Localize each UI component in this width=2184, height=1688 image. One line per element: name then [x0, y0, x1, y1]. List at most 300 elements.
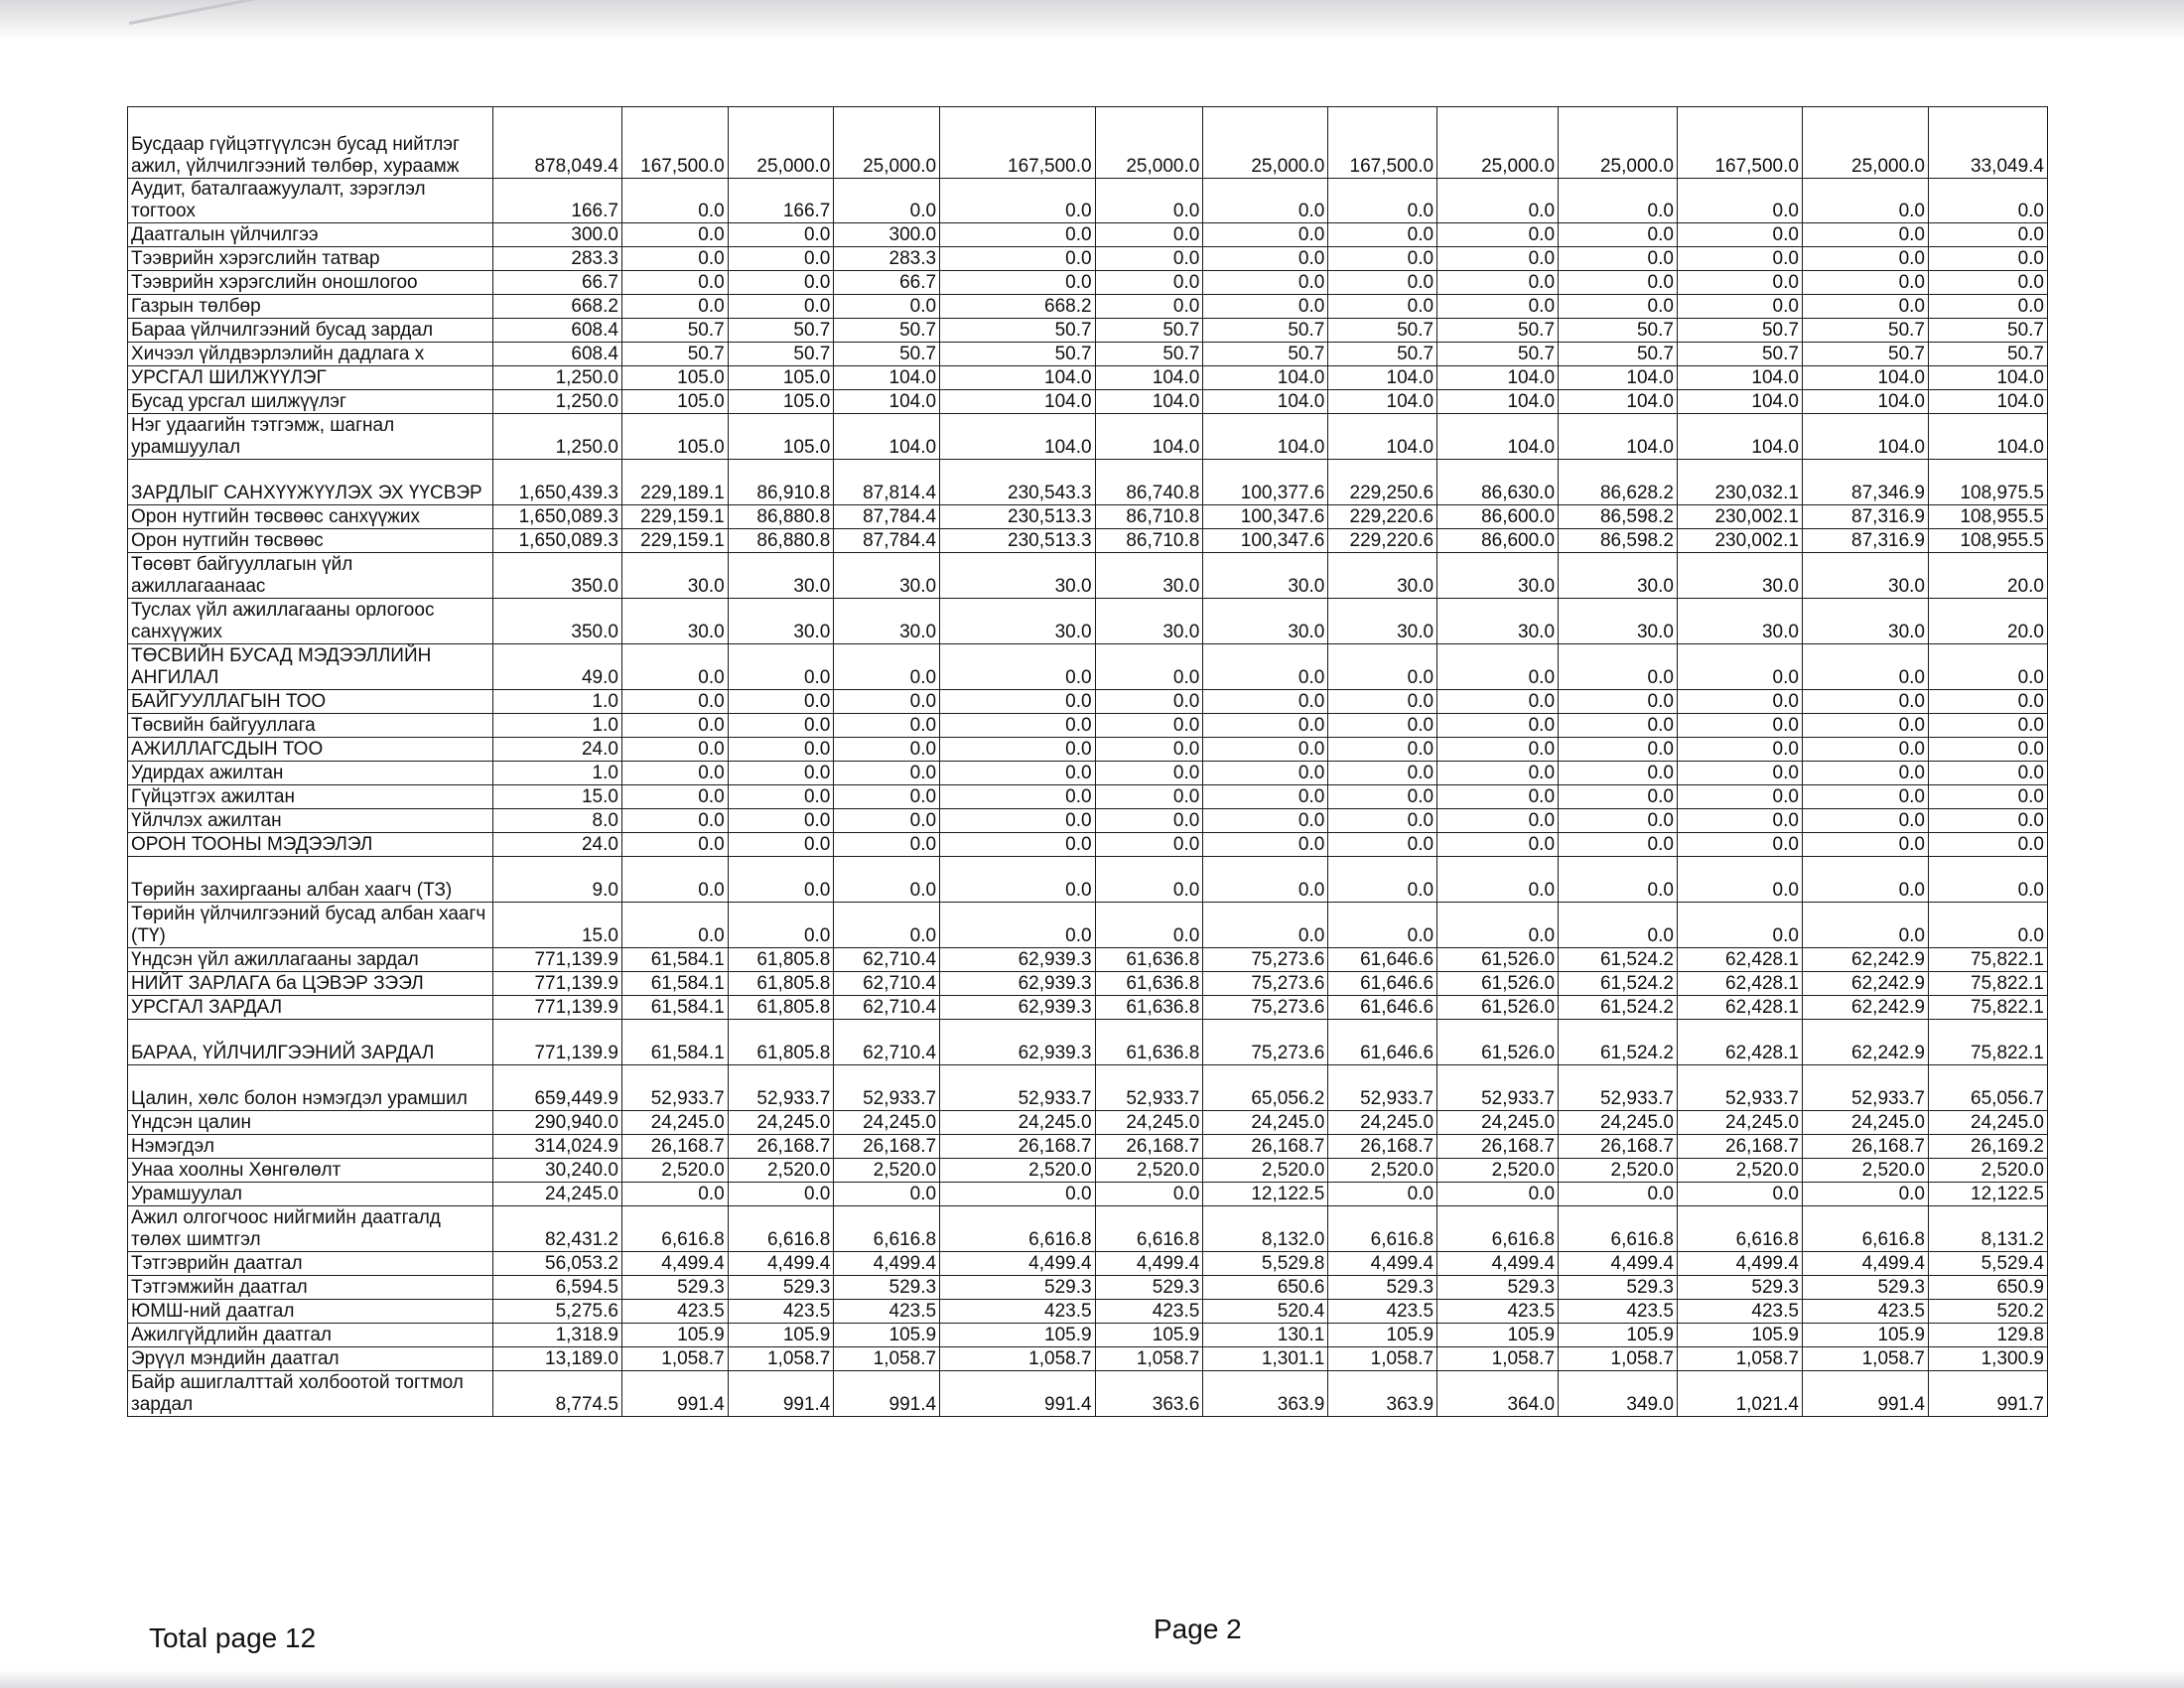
- value-cell: 0.0: [1677, 271, 1802, 295]
- value-cell: 300.0: [492, 223, 621, 247]
- value-cell: 0.0: [940, 857, 1096, 903]
- table-row: [128, 762, 2048, 785]
- value-cell: 104.0: [1802, 390, 1928, 414]
- value-cell: 24,245.0: [492, 1183, 621, 1206]
- value-cell: 0.0: [1559, 762, 1678, 785]
- value-cell: 50.7: [1328, 319, 1437, 343]
- value-cell: 25,000.0: [1203, 107, 1328, 179]
- value-cell: 529.3: [1802, 1276, 1928, 1300]
- value-cell: 0.0: [1802, 295, 1928, 319]
- value-cell: 104.0: [1559, 390, 1678, 414]
- value-cell: 0.0: [1677, 295, 1802, 319]
- value-cell: 100,377.6: [1203, 460, 1328, 505]
- value-cell: 30.0: [1203, 553, 1328, 599]
- value-cell: 0.0: [1437, 809, 1559, 833]
- value-cell: 230,032.1: [1677, 460, 1802, 505]
- value-cell: 0.0: [1802, 809, 1928, 833]
- value-cell: 0.0: [1677, 857, 1802, 903]
- value-cell: 86,740.8: [1095, 460, 1203, 505]
- value-cell: 86,600.0: [1437, 505, 1559, 529]
- value-cell: 30.0: [1437, 553, 1559, 599]
- table-row: [128, 833, 2048, 857]
- value-cell: 61,584.1: [621, 996, 728, 1020]
- value-cell: 0.0: [1802, 644, 1928, 690]
- value-cell: 0.0: [1437, 857, 1559, 903]
- value-cell: 24.0: [492, 833, 621, 857]
- value-cell: 30.0: [1559, 553, 1678, 599]
- value-cell: 0.0: [1802, 833, 1928, 857]
- value-cell: 0.0: [1328, 738, 1437, 762]
- value-cell: 363.9: [1328, 1371, 1437, 1417]
- value-cell: 0.0: [728, 644, 834, 690]
- row-label: Ажилгүйдлийн даатгал: [128, 1324, 493, 1347]
- value-cell: 0.0: [1802, 714, 1928, 738]
- value-cell: 49.0: [492, 644, 621, 690]
- table-row: [128, 366, 2048, 390]
- value-cell: 529.3: [1559, 1276, 1678, 1300]
- value-cell: 50.7: [621, 343, 728, 366]
- value-cell: 0.0: [1437, 690, 1559, 714]
- value-cell: 0.0: [834, 644, 940, 690]
- value-cell: 100,347.6: [1203, 505, 1328, 529]
- page-number-label: Page 2: [1154, 1614, 1242, 1644]
- value-cell: 61,584.1: [621, 1020, 728, 1065]
- value-cell: 1,250.0: [492, 390, 621, 414]
- value-cell: 0.0: [834, 690, 940, 714]
- value-cell: 30.0: [1328, 599, 1437, 644]
- table-row: [128, 223, 2048, 247]
- value-cell: 230,543.3: [940, 460, 1096, 505]
- row-label: ТӨСВИЙН БУСАД МЭДЭЭЛЛИЙН АНГИЛАЛ: [128, 644, 493, 690]
- value-cell: 0.0: [1802, 738, 1928, 762]
- value-cell: 0.0: [1437, 762, 1559, 785]
- value-cell: 0.0: [1559, 857, 1678, 903]
- value-cell: 24,245.0: [1677, 1111, 1802, 1135]
- value-cell: 25,000.0: [1802, 107, 1928, 179]
- value-cell: 50.7: [1203, 319, 1328, 343]
- value-cell: 104.0: [1802, 366, 1928, 390]
- row-label: Газрын төлбөр: [128, 295, 493, 319]
- value-cell: 0.0: [621, 295, 728, 319]
- value-cell: 166.7: [728, 179, 834, 223]
- value-cell: 0.0: [1203, 857, 1328, 903]
- row-label: Тээврийн хэрэгслийн татвар: [128, 247, 493, 271]
- value-cell: 0.0: [728, 690, 834, 714]
- value-cell: 0.0: [1095, 644, 1203, 690]
- value-cell: 24,245.0: [1929, 1111, 2048, 1135]
- value-cell: 363.9: [1203, 1371, 1328, 1417]
- value-cell: 423.5: [1677, 1300, 1802, 1324]
- value-cell: 105.9: [728, 1324, 834, 1347]
- value-cell: 104.0: [1203, 366, 1328, 390]
- value-cell: 75,822.1: [1929, 1020, 2048, 1065]
- value-cell: 52,933.7: [1559, 1065, 1678, 1111]
- value-cell: 25,000.0: [1559, 107, 1678, 179]
- table-row: [128, 738, 2048, 762]
- value-cell: 52,933.7: [1328, 1065, 1437, 1111]
- value-cell: 105.0: [728, 366, 834, 390]
- value-cell: 0.0: [1328, 690, 1437, 714]
- value-cell: 0.0: [834, 903, 940, 948]
- value-cell: 26,169.2: [1929, 1135, 2048, 1159]
- table-row: [128, 1159, 2048, 1183]
- value-cell: 50.7: [1677, 319, 1802, 343]
- row-label: Орон нутгийн төсвөөс санхүүжих: [128, 505, 493, 529]
- value-cell: 0.0: [1559, 714, 1678, 738]
- value-cell: 104.0: [1095, 414, 1203, 460]
- value-cell: 283.3: [834, 247, 940, 271]
- value-cell: 0.0: [1328, 295, 1437, 319]
- budget-table-body: [128, 107, 2048, 1417]
- value-cell: 520.2: [1929, 1300, 2048, 1324]
- table-row: [128, 553, 2048, 599]
- value-cell: 0.0: [1328, 714, 1437, 738]
- value-cell: 86,630.0: [1437, 460, 1559, 505]
- value-cell: 0.0: [728, 903, 834, 948]
- value-cell: 529.3: [621, 1276, 728, 1300]
- value-cell: 62,242.9: [1802, 948, 1928, 972]
- row-label: Байр ашиглалттай холбоотой тогтмол зардал: [128, 1371, 493, 1417]
- value-cell: 26,168.7: [621, 1135, 728, 1159]
- value-cell: 26,168.7: [728, 1135, 834, 1159]
- value-cell: 1,058.7: [728, 1347, 834, 1371]
- value-cell: 0.0: [1095, 762, 1203, 785]
- value-cell: 108,955.5: [1929, 529, 2048, 553]
- value-cell: 0.0: [1437, 644, 1559, 690]
- value-cell: 423.5: [621, 1300, 728, 1324]
- row-label: Даатгалын үйлчилгээ: [128, 223, 493, 247]
- value-cell: 0.0: [1095, 295, 1203, 319]
- value-cell: 24,245.0: [1802, 1111, 1928, 1135]
- value-cell: 104.0: [1929, 366, 2048, 390]
- row-label: Урамшуулал: [128, 1183, 493, 1206]
- value-cell: 86,710.8: [1095, 529, 1203, 553]
- value-cell: 0.0: [940, 785, 1096, 809]
- row-label: БАРАА, ҮЙЛЧИЛГЭЭНИЙ ЗАРДАЛ: [128, 1020, 493, 1065]
- value-cell: 5,529.8: [1203, 1252, 1328, 1276]
- value-cell: 6,616.8: [1095, 1206, 1203, 1252]
- value-cell: 33,049.4: [1929, 107, 2048, 179]
- value-cell: 878,049.4: [492, 107, 621, 179]
- value-cell: 0.0: [1328, 247, 1437, 271]
- value-cell: 61,526.0: [1437, 948, 1559, 972]
- value-cell: 363.6: [1095, 1371, 1203, 1417]
- value-cell: 87,316.9: [1802, 529, 1928, 553]
- value-cell: 50.7: [1095, 343, 1203, 366]
- value-cell: 30.0: [1802, 599, 1928, 644]
- value-cell: 105.9: [1437, 1324, 1559, 1347]
- row-label: Нэмэгдэл: [128, 1135, 493, 1159]
- table-row: [128, 247, 2048, 271]
- value-cell: 0.0: [1802, 1183, 1928, 1206]
- value-cell: 50.7: [1929, 343, 2048, 366]
- value-cell: 167,500.0: [1677, 107, 1802, 179]
- value-cell: 0.0: [621, 785, 728, 809]
- value-cell: 82,431.2: [492, 1206, 621, 1252]
- value-cell: 0.0: [1095, 223, 1203, 247]
- value-cell: 0.0: [728, 1183, 834, 1206]
- table-row: [128, 529, 2048, 553]
- value-cell: 100,347.6: [1203, 529, 1328, 553]
- row-label: Бараа үйлчилгээний бусад зардал: [128, 319, 493, 343]
- value-cell: 0.0: [1929, 690, 2048, 714]
- value-cell: 61,526.0: [1437, 1020, 1559, 1065]
- value-cell: 62,428.1: [1677, 972, 1802, 996]
- row-label: ЮМШ-ний даатгал: [128, 1300, 493, 1324]
- value-cell: 314,024.9: [492, 1135, 621, 1159]
- value-cell: 62,428.1: [1677, 948, 1802, 972]
- value-cell: 105.9: [1677, 1324, 1802, 1347]
- value-cell: 608.4: [492, 343, 621, 366]
- value-cell: 0.0: [1095, 738, 1203, 762]
- value-cell: 104.0: [1677, 390, 1802, 414]
- value-cell: 50.7: [1802, 343, 1928, 366]
- value-cell: 62,710.4: [834, 948, 940, 972]
- value-cell: 0.0: [1095, 903, 1203, 948]
- value-cell: 1.0: [492, 714, 621, 738]
- value-cell: 104.0: [940, 366, 1096, 390]
- value-cell: 30.0: [1328, 553, 1437, 599]
- row-label: Үндсэн үйл ажиллагааны зардал: [128, 948, 493, 972]
- value-cell: 520.4: [1203, 1300, 1328, 1324]
- value-cell: 56,053.2: [492, 1252, 621, 1276]
- value-cell: 104.0: [940, 390, 1096, 414]
- value-cell: 0.0: [1677, 903, 1802, 948]
- value-cell: 0.0: [1203, 738, 1328, 762]
- value-cell: 0.0: [728, 738, 834, 762]
- value-cell: 0.0: [1929, 857, 2048, 903]
- value-cell: 87,814.4: [834, 460, 940, 505]
- value-cell: 0.0: [621, 247, 728, 271]
- table-row: [128, 644, 2048, 690]
- value-cell: 15.0: [492, 903, 621, 948]
- value-cell: 50.7: [834, 343, 940, 366]
- value-cell: 30.0: [1203, 599, 1328, 644]
- value-cell: 13,189.0: [492, 1347, 621, 1371]
- value-cell: 0.0: [940, 179, 1096, 223]
- table-row: [128, 460, 2048, 505]
- table-row: [128, 1111, 2048, 1135]
- value-cell: 1,650,089.3: [492, 529, 621, 553]
- row-label: Тэтгэврийн даатгал: [128, 1252, 493, 1276]
- value-cell: 0.0: [1328, 762, 1437, 785]
- value-cell: 86,600.0: [1437, 529, 1559, 553]
- value-cell: 0.0: [1559, 833, 1678, 857]
- value-cell: 0.0: [621, 223, 728, 247]
- row-label: Төрийн үйлчилгээний бусад албан хаагч (ТҮ): [128, 903, 493, 948]
- value-cell: 26,168.7: [1677, 1135, 1802, 1159]
- value-cell: 0.0: [621, 1183, 728, 1206]
- value-cell: 423.5: [834, 1300, 940, 1324]
- table-row: [128, 390, 2048, 414]
- value-cell: 0.0: [1677, 762, 1802, 785]
- value-cell: 61,636.8: [1095, 948, 1203, 972]
- value-cell: 1,250.0: [492, 414, 621, 460]
- row-label: ЗАРДЛЫГ САНХҮҮЖҮҮЛЭХ ЭХ ҮҮСВЭР: [128, 460, 493, 505]
- value-cell: 0.0: [1929, 295, 2048, 319]
- value-cell: 4,499.4: [1677, 1252, 1802, 1276]
- value-cell: 9.0: [492, 857, 621, 903]
- table-row: [128, 319, 2048, 343]
- value-cell: 364.0: [1437, 1371, 1559, 1417]
- value-cell: 771,139.9: [492, 948, 621, 972]
- value-cell: 2,520.0: [834, 1159, 940, 1183]
- value-cell: 75,273.6: [1203, 972, 1328, 996]
- value-cell: 87,346.9: [1802, 460, 1928, 505]
- value-cell: 0.0: [1929, 738, 2048, 762]
- value-cell: 61,805.8: [728, 948, 834, 972]
- value-cell: 86,598.2: [1559, 529, 1678, 553]
- value-cell: 2,520.0: [621, 1159, 728, 1183]
- value-cell: 0.0: [1677, 690, 1802, 714]
- value-cell: 0.0: [728, 271, 834, 295]
- value-cell: 529.3: [834, 1276, 940, 1300]
- value-cell: 0.0: [1095, 271, 1203, 295]
- row-label: Удирдах ажилтан: [128, 762, 493, 785]
- value-cell: 0.0: [1437, 295, 1559, 319]
- value-cell: 0.0: [621, 903, 728, 948]
- row-label: УРСГАЛ ЗАРДАЛ: [128, 996, 493, 1020]
- value-cell: 61,646.6: [1328, 1020, 1437, 1065]
- value-cell: 62,242.9: [1802, 1020, 1928, 1065]
- value-cell: 991.4: [940, 1371, 1096, 1417]
- value-cell: 4,499.4: [1328, 1252, 1437, 1276]
- table-row: [128, 505, 2048, 529]
- value-cell: 104.0: [1677, 366, 1802, 390]
- value-cell: 0.0: [1677, 785, 1802, 809]
- value-cell: 0.0: [728, 223, 834, 247]
- value-cell: 62,710.4: [834, 972, 940, 996]
- value-cell: 0.0: [1677, 247, 1802, 271]
- value-cell: 1,058.7: [1677, 1347, 1802, 1371]
- value-cell: 6,616.8: [940, 1206, 1096, 1252]
- value-cell: 1,300.9: [1929, 1347, 2048, 1371]
- value-cell: 105.9: [621, 1324, 728, 1347]
- value-cell: 650.9: [1929, 1276, 2048, 1300]
- value-cell: 6,616.8: [621, 1206, 728, 1252]
- value-cell: 0.0: [621, 762, 728, 785]
- value-cell: 62,242.9: [1802, 972, 1928, 996]
- table-row: [128, 1206, 2048, 1252]
- value-cell: 529.3: [1677, 1276, 1802, 1300]
- value-cell: 0.0: [621, 644, 728, 690]
- value-cell: 0.0: [1203, 809, 1328, 833]
- value-cell: 1,250.0: [492, 366, 621, 390]
- value-cell: 0.0: [728, 857, 834, 903]
- value-cell: 0.0: [1559, 271, 1678, 295]
- value-cell: 0.0: [1437, 1183, 1559, 1206]
- value-cell: 61,524.2: [1559, 1020, 1678, 1065]
- table-row: [128, 1135, 2048, 1159]
- value-cell: 0.0: [1328, 833, 1437, 857]
- value-cell: 529.3: [728, 1276, 834, 1300]
- value-cell: 2,520.0: [1437, 1159, 1559, 1183]
- value-cell: 104.0: [1437, 366, 1559, 390]
- table-row: [128, 343, 2048, 366]
- value-cell: 650.6: [1203, 1276, 1328, 1300]
- value-cell: 0.0: [940, 762, 1096, 785]
- value-cell: 229,250.6: [1328, 460, 1437, 505]
- value-cell: 24,245.0: [1095, 1111, 1203, 1135]
- value-cell: 25,000.0: [834, 107, 940, 179]
- value-cell: 30.0: [834, 553, 940, 599]
- value-cell: 1,650,089.3: [492, 505, 621, 529]
- value-cell: 0.0: [834, 809, 940, 833]
- value-cell: 0.0: [1437, 179, 1559, 223]
- value-cell: 50.7: [1437, 319, 1559, 343]
- value-cell: 0.0: [1328, 644, 1437, 690]
- value-cell: 4,499.4: [1559, 1252, 1678, 1276]
- value-cell: 50.7: [621, 319, 728, 343]
- value-cell: 0.0: [1802, 179, 1928, 223]
- value-cell: 6,616.8: [1328, 1206, 1437, 1252]
- value-cell: 0.0: [940, 223, 1096, 247]
- value-cell: 1,318.9: [492, 1324, 621, 1347]
- row-label: Ажил олгогчоос нийгмийн даатгалд төлөх шимтгэл: [128, 1206, 493, 1252]
- value-cell: 6,616.8: [1437, 1206, 1559, 1252]
- value-cell: 24,245.0: [834, 1111, 940, 1135]
- value-cell: 0.0: [1437, 738, 1559, 762]
- value-cell: 75,822.1: [1929, 948, 2048, 972]
- value-cell: 0.0: [621, 271, 728, 295]
- value-cell: 6,616.8: [1802, 1206, 1928, 1252]
- value-cell: 30.0: [940, 599, 1096, 644]
- value-cell: 86,910.8: [728, 460, 834, 505]
- value-cell: 20.0: [1929, 553, 2048, 599]
- value-cell: 0.0: [1203, 223, 1328, 247]
- value-cell: 0.0: [1559, 247, 1678, 271]
- value-cell: 0.0: [940, 714, 1096, 738]
- value-cell: 108,955.5: [1929, 505, 2048, 529]
- value-cell: 12,122.5: [1203, 1183, 1328, 1206]
- value-cell: 0.0: [1328, 809, 1437, 833]
- row-label: Үндсэн цалин: [128, 1111, 493, 1135]
- value-cell: 0.0: [1929, 644, 2048, 690]
- value-cell: 1,021.4: [1677, 1371, 1802, 1417]
- value-cell: 86,710.8: [1095, 505, 1203, 529]
- value-cell: 105.9: [1328, 1324, 1437, 1347]
- value-cell: 0.0: [728, 295, 834, 319]
- value-cell: 423.5: [1437, 1300, 1559, 1324]
- value-cell: 26,168.7: [1559, 1135, 1678, 1159]
- value-cell: 0.0: [1677, 179, 1802, 223]
- value-cell: 105.0: [728, 414, 834, 460]
- value-cell: 1,058.7: [1437, 1347, 1559, 1371]
- value-cell: 0.0: [1929, 247, 2048, 271]
- value-cell: 0.0: [621, 857, 728, 903]
- table-row: [128, 599, 2048, 644]
- value-cell: 0.0: [728, 714, 834, 738]
- value-cell: 0.0: [1929, 903, 2048, 948]
- value-cell: 0.0: [940, 690, 1096, 714]
- value-cell: 61,636.8: [1095, 996, 1203, 1020]
- value-cell: 50.7: [1559, 319, 1678, 343]
- value-cell: 75,273.6: [1203, 1020, 1328, 1065]
- value-cell: 0.0: [834, 857, 940, 903]
- row-label: Үйлчлэх ажилтан: [128, 809, 493, 833]
- value-cell: 75,822.1: [1929, 972, 2048, 996]
- value-cell: 0.0: [1559, 690, 1678, 714]
- value-cell: 86,880.8: [728, 529, 834, 553]
- value-cell: 104.0: [1559, 414, 1678, 460]
- value-cell: 30.0: [1677, 599, 1802, 644]
- value-cell: 0.0: [834, 785, 940, 809]
- value-cell: 75,273.6: [1203, 948, 1328, 972]
- row-label: Төсөвт байгууллагын үйл ажиллагаанаас: [128, 553, 493, 599]
- value-cell: 61,805.8: [728, 972, 834, 996]
- value-cell: 0.0: [1328, 1183, 1437, 1206]
- value-cell: 30.0: [940, 553, 1096, 599]
